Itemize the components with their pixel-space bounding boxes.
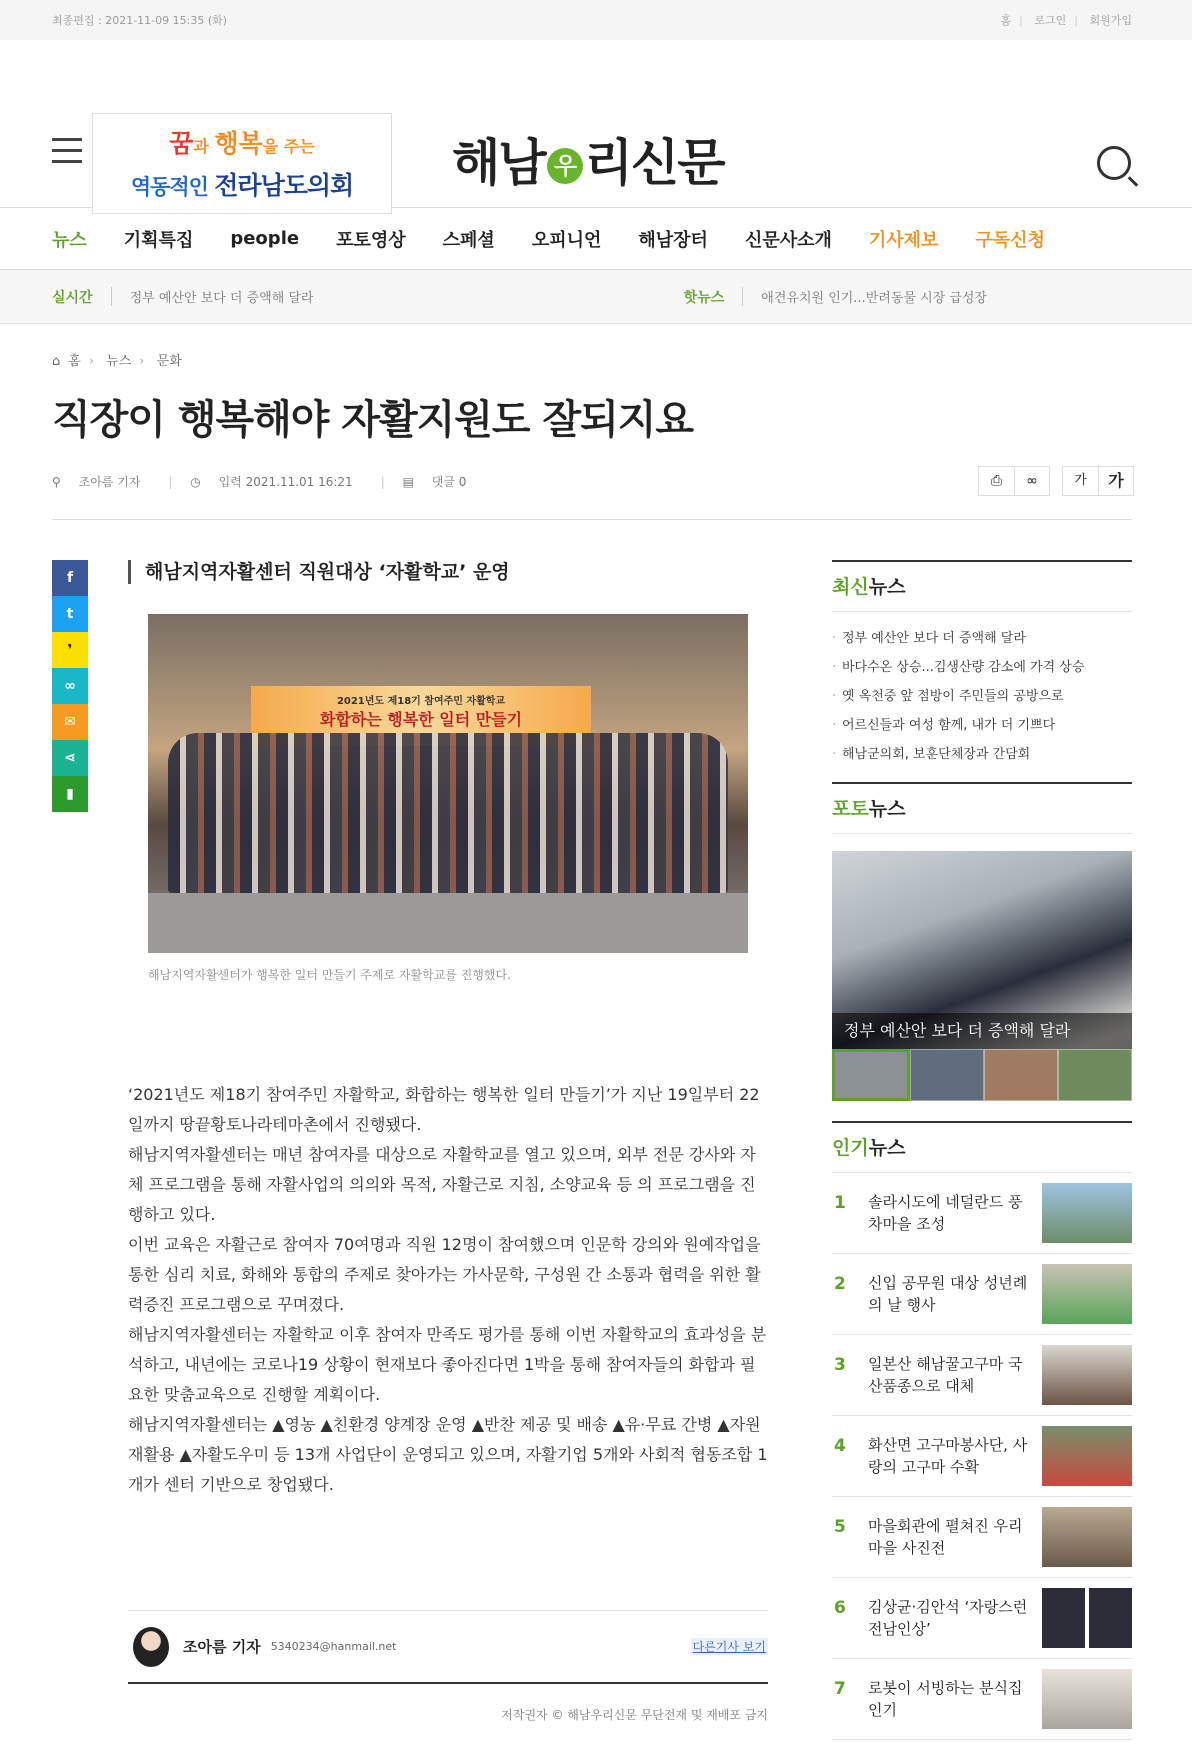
popular-item[interactable]: 4 화산면 고구마봉사단, 사랑의 고구마 수확 [832, 1416, 1132, 1497]
latest-heading: 최신뉴스 [832, 560, 1132, 612]
signup-link[interactable]: 회원가입 [1089, 14, 1132, 27]
popular-item[interactable]: 2 신입 공무원 대상 성년례의 날 행사 [832, 1254, 1132, 1335]
nav-news[interactable]: 뉴스 [52, 229, 87, 251]
article-tools [978, 466, 1134, 496]
popular-news [832, 1121, 1132, 1740]
site-logo[interactable]: 해남 우 리신문 [452, 134, 724, 192]
paragraph: 해남지역자활센터는 자활학교 이후 참여자 만족도 평가를 통해 이번 자활학교의 효과성을 분석하고, 내년에는 코로나19 상황이 현재보다 좋아진다면 1박을 통해 참여자들의 화합과 필요한 맞춤교육으로 진행할 계획이다. [128, 1325, 767, 1404]
paragraph: ‘2021년도 제18기 참여주민 자활학교, 화합하는 행복한 일터 만들기’가 지난 19일부터 22일까지 땅끝황토나라테마촌에서 진행됐다. [128, 1085, 760, 1134]
popular-item[interactable]: 3 일본산 해남꿀고구마 국산품종으로 대체 [832, 1335, 1132, 1416]
nav-market[interactable]: 해남장터 [638, 229, 708, 251]
crumb-culture[interactable]: 문화 [156, 354, 182, 369]
comment-icon: ▤ [402, 475, 414, 489]
popular-item[interactable]: 1 솔라시도에 네덜란드 풍차마을 조성 [832, 1173, 1132, 1254]
search-icon[interactable] [1097, 146, 1131, 180]
nav-tip[interactable]: 기사제보 [868, 229, 939, 251]
share-icon[interactable]: ⋖ [52, 740, 88, 776]
publish-date: ◷ 입력 2021.11.01 16:21 [190, 475, 353, 489]
reporter: ⚲ 조아름 기자 [52, 475, 141, 489]
copy-link-icon[interactable]: ∞ [52, 668, 88, 704]
nav-about[interactable]: 신문사소개 [744, 229, 832, 251]
ad-banner[interactable]: 꿈과 행복을 주는 역동적인 전라남도의회 [92, 113, 392, 214]
photo-thumbnails [832, 1049, 1132, 1101]
share-bar [52, 560, 88, 812]
facebook-icon[interactable]: f [52, 560, 88, 596]
person-icon: ⚲ [52, 475, 61, 489]
nav-opinion[interactable]: 오피니언 [531, 229, 602, 251]
util-links: 홈 | 로그인 | 회원가입 [1000, 14, 1132, 27]
author-email[interactable]: 5340234@hanmail.net [270, 1640, 397, 1653]
crumb-news[interactable]: 뉴스 [106, 354, 132, 369]
photo-news [832, 782, 1132, 1101]
photo-news-heading: 포토뉴스 [832, 782, 1132, 834]
latest-news [832, 560, 1132, 769]
photo-caption: 해남지역자활센터가 행복한 일터 만들기 주제로 자활학교를 진행했다. [148, 968, 511, 982]
nav-special-feature[interactable]: 기획특집 [123, 229, 194, 251]
link-icon[interactable]: ∞ [1014, 467, 1049, 495]
author-box [128, 1610, 768, 1684]
realtime-label: 실시간 [52, 289, 93, 306]
thumbnail [1042, 1183, 1132, 1243]
popular-item[interactable]: 5 마을회관에 펼쳐진 우리마을 사진전 [832, 1497, 1132, 1578]
list-item[interactable]: · 옛 옥천중 앞 점방이 주민들의 공방으로 [832, 682, 1132, 711]
list-item[interactable]: · 바다수온 상승...김생산량 감소에 가격 상승 [832, 653, 1132, 682]
article-body [128, 1080, 768, 1500]
popular-item[interactable]: 7 로봇이 서빙하는 분식집 인기 [832, 1659, 1132, 1740]
author-name: 조아름 기자 [183, 1638, 261, 1656]
avatar [133, 1627, 169, 1667]
hot-label: 핫뉴스 [683, 289, 725, 306]
print-icon[interactable]: ⎙ [990, 473, 1003, 489]
menu-icon[interactable] [52, 138, 82, 171]
font-decrease-button[interactable]: 가 [1074, 473, 1087, 488]
logo-person-icon: 우 [547, 148, 583, 184]
nav-special[interactable]: 스페셜 [442, 229, 495, 251]
thumbnail [1042, 1669, 1132, 1729]
home-icon[interactable]: ⌂ [52, 354, 61, 369]
paragraph: 해남지역자활센터는 매년 참여자를 대상으로 자활학교를 열고 있으며, 외부 전문 강사와 자체 프로그램을 통해 자활사업의 의의와 목적, 자활근로 지침, 소양교육 등 의 프로그램을 진행하고 있다. [128, 1145, 756, 1224]
photo-news-caption: 정부 예산안 보다 더 증액해 달라 [832, 1013, 1132, 1049]
thumbnail [1042, 1426, 1132, 1486]
home-link[interactable]: 홈 [1000, 14, 1012, 27]
site-header [0, 40, 1192, 208]
popular-heading: 인기뉴스 [832, 1121, 1132, 1173]
photo-news-slide[interactable] [832, 851, 1132, 1101]
thumbnail[interactable] [832, 1049, 910, 1101]
bookmark-icon[interactable]: ▮ [52, 776, 88, 812]
article-meta: ⚲ 조아름 기자 | ◷ 입력 2021.11.01 16:21 | ▤ 댓글 0 [52, 473, 494, 490]
thumbnail [1042, 1264, 1132, 1324]
article-subheading: 해남지역자활센터 직원대상 ‘자활학교’ 운영 [128, 560, 510, 584]
utility-bar [0, 0, 1192, 40]
login-link[interactable]: 로그인 [1034, 14, 1067, 27]
twitter-icon[interactable]: t [52, 596, 88, 632]
crumb-home[interactable]: 홈 [68, 354, 81, 369]
group-photo-people [168, 733, 728, 893]
divider [52, 519, 1132, 520]
thumbnail[interactable] [910, 1049, 984, 1101]
mail-icon[interactable]: ✉ [52, 704, 88, 740]
news-ticker [0, 270, 1192, 324]
photo-banner: 2021년도 제18기 참여주민 자활학교 화합하는 행복한 일터 만들기 [251, 686, 591, 746]
realtime-headline[interactable]: 정부 예산안 보다 더 증액해 달라 [111, 287, 314, 306]
clock-icon: ◷ [190, 475, 201, 489]
breadcrumb: ⌂ 홈 › 뉴스 › 문화 [52, 354, 182, 369]
nav-people[interactable]: people [230, 228, 300, 249]
nav-subscribe[interactable]: 구독신청 [975, 229, 1046, 251]
thumbnail[interactable] [1058, 1049, 1132, 1101]
list-item[interactable]: · 어르신들과 여성 함께, 내가 더 기쁘다 [832, 711, 1132, 740]
popular-item[interactable]: 6 김상균·김안석 ‘자랑스런 전남인상’ [832, 1578, 1132, 1659]
article-title: 직장이 행복해야 자활지원도 잘되지요 [52, 397, 694, 443]
paragraph: 이번 교육은 자활근로 참여자 70여명과 직원 12명이 참여했으며 인문학 강의와 원예작업을 통한 심리 치료, 화해와 통합의 주제로 찾아가는 가사문학, 구성원 간 소통과 협력을 위한 활력증진 프로그램으로 꾸며졌다. [128, 1235, 761, 1314]
font-increase-button[interactable]: 가 [1098, 467, 1133, 495]
main-nav [0, 208, 1192, 270]
list-item[interactable]: · 해남군의회, 보훈단체장과 간담회 [832, 740, 1132, 769]
thumbnail[interactable] [984, 1049, 1058, 1101]
nav-photo-video[interactable]: 포토영상 [336, 229, 406, 251]
article-photo[interactable] [148, 614, 748, 953]
thumbnail [1042, 1588, 1132, 1648]
thumbnail [1042, 1507, 1132, 1567]
thumbnail [1042, 1345, 1132, 1405]
kakao-icon[interactable]: ❜ [52, 632, 88, 668]
last-updated: 최종편집 : 2021-11-09 15:35 (화) [52, 14, 228, 27]
comment-count[interactable]: ▤ 댓글 0 [402, 475, 467, 489]
copyright: 저작권자 © 해남우리신문 무단전재 및 재배포 금지 [501, 1708, 768, 1722]
list-item[interactable]: · 정부 예산안 보다 더 증액해 달라 [832, 624, 1132, 653]
paragraph: 해남지역자활센터는 ▲영농 ▲친환경 양계장 운영 ▲반찬 제공 및 배송 ▲유·무료 간병 ▲자원 재활용 ▲자활도우미 등 13개 사업단이 운영되고 있으며, 자활기업 5개와 사회적 협동조합 1개가 센터 기반으로 창업됐다. [128, 1415, 768, 1494]
more-articles-link[interactable]: 다른기사 보기 [692, 1640, 766, 1654]
hot-headline[interactable]: 애견유치원 인기...반려동물 시장 급성장 [742, 287, 987, 306]
